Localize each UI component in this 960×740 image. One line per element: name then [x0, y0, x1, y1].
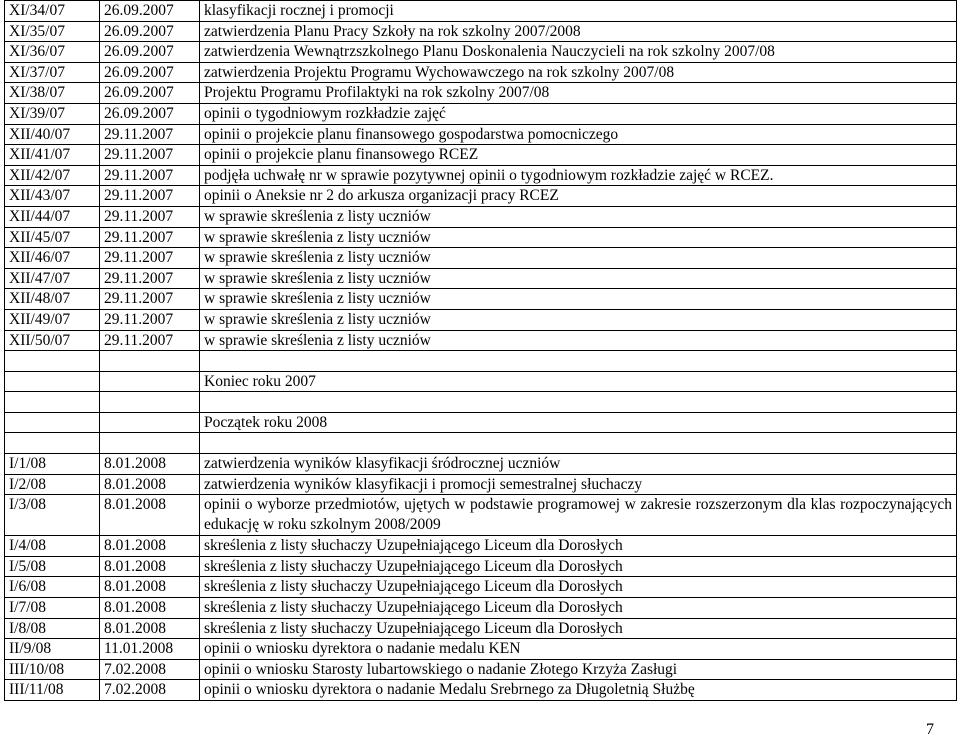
end-of-year-2007-heading-label: Koniec roku 2007: [200, 371, 957, 392]
resolution-date-cell: 29.11.2007: [100, 289, 200, 310]
table-row: [5, 309, 957, 330]
empty-row: [5, 433, 957, 454]
table-row: [5, 618, 957, 639]
resolution-date-cell: 29.11.2007: [100, 145, 200, 166]
resolution-date-cell: 8.01.2008: [100, 495, 200, 536]
resolution-description-cell: zatwierdzenia wyników klasyfikacji i promocji semestralnej słuchaczy: [200, 474, 957, 495]
resolution-description-cell: w sprawie skreślenia z listy uczniów: [200, 268, 957, 289]
empty-cell: [5, 371, 100, 392]
empty-cell: [100, 351, 200, 372]
resolution-date-cell: 29.11.2007: [100, 309, 200, 330]
page-number: 7: [926, 721, 934, 738]
resolution-number-cell: XI/34/07: [5, 1, 100, 22]
resolution-date-cell: 8.01.2008: [100, 556, 200, 577]
table-row: [5, 62, 957, 83]
resolution-date-cell: 7.02.2008: [100, 680, 200, 701]
resolution-date-cell: 29.11.2007: [100, 330, 200, 351]
table-row: [5, 103, 957, 124]
resolution-date-cell: 8.01.2008: [100, 536, 200, 557]
resolution-number-cell: XII/46/07: [5, 248, 100, 269]
resolution-date-cell: 26.09.2007: [100, 83, 200, 104]
empty-row: [5, 392, 957, 413]
resolution-description-cell: opinii o tygodniowym rozkładzie zajęć: [200, 103, 957, 124]
resolution-description-cell: klasyfikacji rocznej i promocji: [200, 1, 957, 22]
resolution-description-cell: w sprawie skreślenia z listy uczniów: [200, 206, 957, 227]
resolution-date-cell: 8.01.2008: [100, 474, 200, 495]
resolution-number-cell: XI/36/07: [5, 42, 100, 63]
resolution-date-cell: 8.01.2008: [100, 454, 200, 475]
resolution-date-cell: 26.09.2007: [100, 1, 200, 22]
resolution-description-cell: skreślenia z listy słuchaczy Uzupełniającego Liceum dla Dorosłych: [200, 618, 957, 639]
resolution-number-cell: II/9/08: [5, 639, 100, 660]
resolution-description-cell: podjęła uchwałę nr w sprawie pozytywnej opinii o tygodniowym rozkładzie zajęć w RCEZ.: [200, 165, 957, 186]
table-row: [5, 495, 957, 536]
resolution-number-cell: XI/37/07: [5, 62, 100, 83]
resolution-date-cell: 26.09.2007: [100, 62, 200, 83]
resolution-date-cell: 29.11.2007: [100, 268, 200, 289]
resolution-number-cell: XII/42/07: [5, 165, 100, 186]
resolution-description-cell: zatwierdzenia Planu Pracy Szkoły na rok szkolny 2007/2008: [200, 21, 957, 42]
resolution-description-cell: w sprawie skreślenia z listy uczniów: [200, 330, 957, 351]
table-row: [5, 639, 957, 660]
resolution-description-cell: Projektu Programu Profilaktyki na rok szkolny 2007/08: [200, 83, 957, 104]
table-row: [5, 680, 957, 701]
resolution-number-cell: XII/45/07: [5, 227, 100, 248]
table-row: [5, 536, 957, 557]
empty-cell: [100, 371, 200, 392]
resolution-number-cell: I/4/08: [5, 536, 100, 557]
resolution-number-cell: III/11/08: [5, 680, 100, 701]
table-row: [5, 165, 957, 186]
resolution-number-cell: XI/35/07: [5, 21, 100, 42]
resolution-number-cell: I/3/08: [5, 495, 100, 536]
resolution-description-cell: zatwierdzenia Wewnątrzszkolnego Planu Doskonalenia Nauczycieli na rok szkolny 2007/08: [200, 42, 957, 63]
empty-cell: [200, 433, 957, 454]
resolutions-table: [4, 0, 957, 701]
resolution-number-cell: I/2/08: [5, 474, 100, 495]
resolution-date-cell: 8.01.2008: [100, 618, 200, 639]
resolution-date-cell: 29.11.2007: [100, 248, 200, 269]
resolution-description-cell: w sprawie skreślenia z listy uczniów: [200, 309, 957, 330]
table-row: [5, 659, 957, 680]
table-row: [5, 556, 957, 577]
resolution-number-cell: XI/39/07: [5, 103, 100, 124]
resolution-date-cell: 26.09.2007: [100, 42, 200, 63]
resolution-date-cell: 11.01.2008: [100, 639, 200, 660]
empty-cell: [100, 392, 200, 413]
empty-cell: [5, 412, 100, 433]
table-row: [5, 289, 957, 310]
resolution-number-cell: XII/50/07: [5, 330, 100, 351]
table-row: [5, 577, 957, 598]
table-row: [5, 454, 957, 475]
start-of-year-2008-heading-label: Początek roku 2008: [200, 412, 957, 433]
resolution-description-cell: opinii o wniosku Starosty lubartowskiego o nadanie Złotego Krzyża Zasługi: [200, 659, 957, 680]
resolution-description-cell: opinii o wniosku dyrektora o nadanie medalu KEN: [200, 639, 957, 660]
resolution-number-cell: I/6/08: [5, 577, 100, 598]
table-row: [5, 83, 957, 104]
table-row: [5, 330, 957, 351]
empty-cell: [100, 412, 200, 433]
resolution-date-cell: 29.11.2007: [100, 124, 200, 145]
table-row: [5, 21, 957, 42]
table-row: [5, 248, 957, 269]
resolution-number-cell: XII/47/07: [5, 268, 100, 289]
table-row: [5, 598, 957, 619]
empty-cell: [5, 392, 100, 413]
resolution-date-cell: 8.01.2008: [100, 598, 200, 619]
resolution-description-cell: skreślenia z listy słuchaczy Uzupełniającego Liceum dla Dorosłych: [200, 577, 957, 598]
table-row: [5, 124, 957, 145]
resolution-number-cell: XII/48/07: [5, 289, 100, 310]
resolution-number-cell: XII/40/07: [5, 124, 100, 145]
empty-cell: [200, 351, 957, 372]
resolution-number-cell: I/5/08: [5, 556, 100, 577]
resolution-description-cell: zatwierdzenia Projektu Programu Wychowawczego na rok szkolny 2007/08: [200, 62, 957, 83]
resolution-number-cell: I/7/08: [5, 598, 100, 619]
resolution-description-cell: opinii o wniosku dyrektora o nadanie Medalu Srebrnego za Długoletnią Służbę: [200, 680, 957, 701]
resolutions-document: [4, 0, 957, 701]
resolution-number-cell: XII/41/07: [5, 145, 100, 166]
resolution-description-cell: w sprawie skreślenia z listy uczniów: [200, 227, 957, 248]
resolution-description-cell: skreślenia z listy słuchaczy Uzupełniającego Liceum dla Dorosłych: [200, 536, 957, 557]
resolution-description-cell: w sprawie skreślenia z listy uczniów: [200, 289, 957, 310]
resolution-number-cell: XII/44/07: [5, 206, 100, 227]
resolution-description-cell: opinii o wyborze przedmiotów, ujętych w podstawie programowej w zakresie rozszerzonym dla klas rozpoczynających edukację w roku szkolnym 2008/2009: [200, 495, 957, 536]
table-row: [5, 227, 957, 248]
resolution-number-cell: XI/38/07: [5, 83, 100, 104]
empty-row: [5, 351, 957, 372]
empty-cell: [5, 351, 100, 372]
resolution-description-cell: opinii o Aneksie nr 2 do arkusza organizacji pracy RCEZ: [200, 186, 957, 207]
resolution-description-cell: w sprawie skreślenia z listy uczniów: [200, 248, 957, 269]
table-row: [5, 145, 957, 166]
resolution-number-cell: I/1/08: [5, 454, 100, 475]
resolutions-table-body: [5, 1, 957, 701]
resolution-date-cell: 29.11.2007: [100, 165, 200, 186]
resolution-description-cell: skreślenia z listy słuchaczy Uzupełniającego Liceum dla Dorosłych: [200, 598, 957, 619]
end-of-year-2007-heading: [5, 371, 957, 392]
resolution-number-cell: III/10/08: [5, 659, 100, 680]
resolution-date-cell: 26.09.2007: [100, 21, 200, 42]
table-row: [5, 206, 957, 227]
empty-cell: [200, 392, 957, 413]
table-row: [5, 186, 957, 207]
resolution-date-cell: 29.11.2007: [100, 186, 200, 207]
resolution-description-cell: opinii o projekcie planu finansowego gospodarstwa pomocniczego: [200, 124, 957, 145]
resolution-number-cell: I/8/08: [5, 618, 100, 639]
resolution-date-cell: 29.11.2007: [100, 206, 200, 227]
table-row: [5, 268, 957, 289]
resolution-description-cell: zatwierdzenia wyników klasyfikacji śródrocznej uczniów: [200, 454, 957, 475]
table-row: [5, 1, 957, 22]
start-of-year-2008-heading: [5, 412, 957, 433]
resolution-date-cell: 7.02.2008: [100, 659, 200, 680]
empty-cell: [5, 433, 100, 454]
table-row: [5, 474, 957, 495]
resolution-number-cell: XII/43/07: [5, 186, 100, 207]
resolution-number-cell: XII/49/07: [5, 309, 100, 330]
resolution-description-cell: opinii o projekcie planu finansowego RCEZ: [200, 145, 957, 166]
resolution-date-cell: 8.01.2008: [100, 577, 200, 598]
resolution-date-cell: 29.11.2007: [100, 227, 200, 248]
table-row: [5, 42, 957, 63]
resolution-description-cell: skreślenia z listy słuchaczy Uzupełniającego Liceum dla Dorosłych: [200, 556, 957, 577]
resolution-date-cell: 26.09.2007: [100, 103, 200, 124]
empty-cell: [100, 433, 200, 454]
